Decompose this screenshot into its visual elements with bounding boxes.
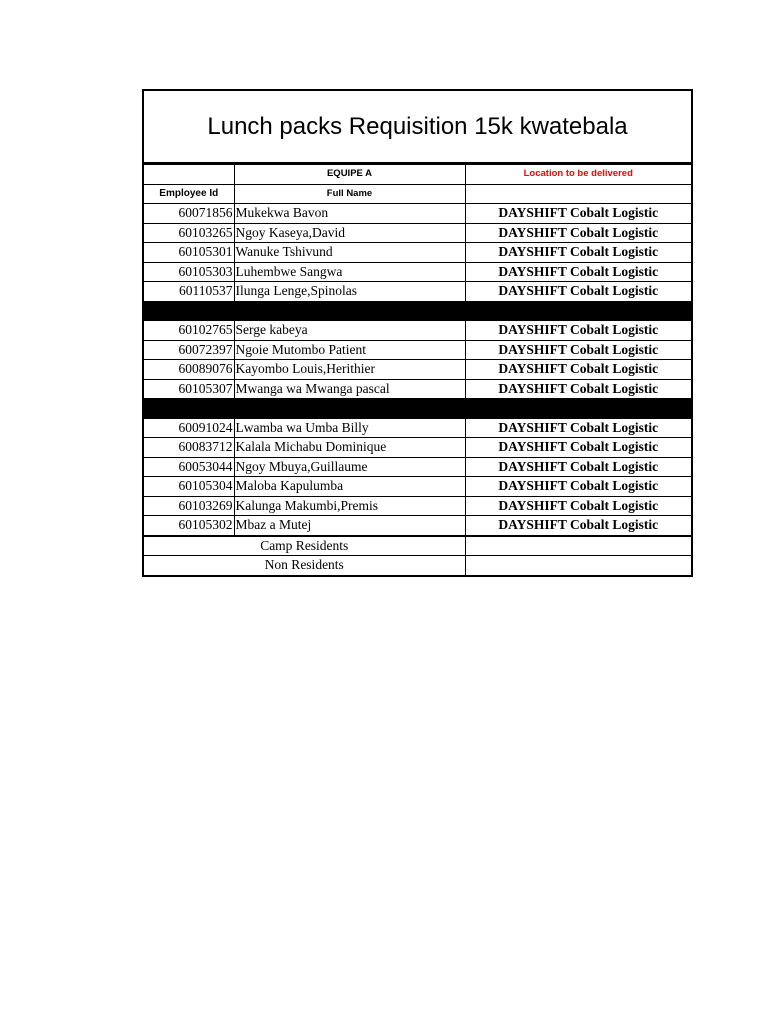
location-cell: DAYSHIFT Cobalt Logistic [465, 379, 692, 399]
employee-id-header: Employee Id [143, 184, 234, 204]
employee-id-cell: 60053044 [143, 457, 234, 477]
employee-id-cell: 60083712 [143, 438, 234, 458]
full-name-cell: Mbaz a Mutej [234, 516, 465, 536]
full-name-cell: Maloba Kapulumba [234, 477, 465, 497]
location-cell: DAYSHIFT Cobalt Logistic [465, 262, 692, 282]
table-row [143, 243, 692, 263]
employee-id-cell: 60105301 [143, 243, 234, 263]
full-name-cell: Mukekwa Bavon [234, 204, 465, 224]
employee-id-cell: 60072397 [143, 340, 234, 360]
location-cell: DAYSHIFT Cobalt Logistic [465, 243, 692, 263]
team-header: EQUIPE A [234, 164, 465, 185]
employee-id-cell: 60105302 [143, 516, 234, 536]
location-cell: DAYSHIFT Cobalt Logistic [465, 360, 692, 380]
location-header: Location to be delivered [465, 164, 692, 185]
title-row [143, 90, 692, 164]
header-row-team [143, 164, 692, 185]
table-row [143, 477, 692, 497]
header-empty-cell [143, 164, 234, 185]
table-row [143, 262, 692, 282]
employee-id-cell: 60071856 [143, 204, 234, 224]
table-row [143, 438, 692, 458]
requisition-table [142, 89, 693, 577]
page-title: Lunch packs Requisition 15k kwatebala [143, 90, 692, 164]
group-separator [143, 301, 692, 321]
location-cell: DAYSHIFT Cobalt Logistic [465, 321, 692, 341]
full-name-cell: Serge kabeya [234, 321, 465, 341]
non-residents-value-cell [465, 556, 692, 576]
table-row [143, 223, 692, 243]
location-cell: DAYSHIFT Cobalt Logistic [465, 418, 692, 438]
full-name-cell: Mwanga wa Mwanga pascal [234, 379, 465, 399]
full-name-cell: Ngoy Kaseya,David [234, 223, 465, 243]
group-separator-row [143, 301, 692, 321]
table-row [143, 457, 692, 477]
camp-residents-row [143, 536, 692, 556]
table-row [143, 282, 692, 302]
full-name-cell: Kalala Michabu Dominique [234, 438, 465, 458]
table-row [143, 379, 692, 399]
location-cell: DAYSHIFT Cobalt Logistic [465, 204, 692, 224]
group-separator [143, 399, 692, 419]
location-cell: DAYSHIFT Cobalt Logistic [465, 477, 692, 497]
full-name-cell: Lwamba wa Umba Billy [234, 418, 465, 438]
location-cell: DAYSHIFT Cobalt Logistic [465, 223, 692, 243]
location-cell: DAYSHIFT Cobalt Logistic [465, 496, 692, 516]
table-row [143, 204, 692, 224]
requisition-table-body [143, 90, 692, 576]
employee-id-cell: 60102765 [143, 321, 234, 341]
full-name-cell: Ilunga Lenge,Spinolas [234, 282, 465, 302]
table-row [143, 496, 692, 516]
location-cell: DAYSHIFT Cobalt Logistic [465, 516, 692, 536]
location-cell: DAYSHIFT Cobalt Logistic [465, 457, 692, 477]
full-name-cell: Ngoy Mbuya,Guillaume [234, 457, 465, 477]
employee-id-cell: 60089076 [143, 360, 234, 380]
full-name-cell: Wanuke Tshivund [234, 243, 465, 263]
employee-id-cell: 60091024 [143, 418, 234, 438]
employee-id-cell: 60105304 [143, 477, 234, 497]
employee-id-cell: 60105307 [143, 379, 234, 399]
camp-residents-label: Camp Residents [143, 536, 465, 556]
employee-id-cell: 60105303 [143, 262, 234, 282]
employee-id-cell: 60103265 [143, 223, 234, 243]
table-row [143, 321, 692, 341]
full-name-cell: Luhembwe Sangwa [234, 262, 465, 282]
table-row [143, 360, 692, 380]
group-separator-row [143, 399, 692, 419]
full-name-header: Full Name [234, 184, 465, 204]
location-cell: DAYSHIFT Cobalt Logistic [465, 438, 692, 458]
table-row [143, 516, 692, 536]
camp-residents-value-cell [465, 536, 692, 556]
employee-id-cell: 60110537 [143, 282, 234, 302]
full-name-cell: Kalunga Makumbi,Premis [234, 496, 465, 516]
location-cell: DAYSHIFT Cobalt Logistic [465, 340, 692, 360]
header-row-columns [143, 184, 692, 204]
non-residents-label: Non Residents [143, 556, 465, 576]
full-name-cell: Ngoie Mutombo Patient [234, 340, 465, 360]
location-cell: DAYSHIFT Cobalt Logistic [465, 282, 692, 302]
employee-id-cell: 60103269 [143, 496, 234, 516]
non-residents-row [143, 556, 692, 576]
full-name-cell: Kayombo Louis,Herithier [234, 360, 465, 380]
table-row [143, 418, 692, 438]
header-empty-cell [465, 184, 692, 204]
table-row [143, 340, 692, 360]
